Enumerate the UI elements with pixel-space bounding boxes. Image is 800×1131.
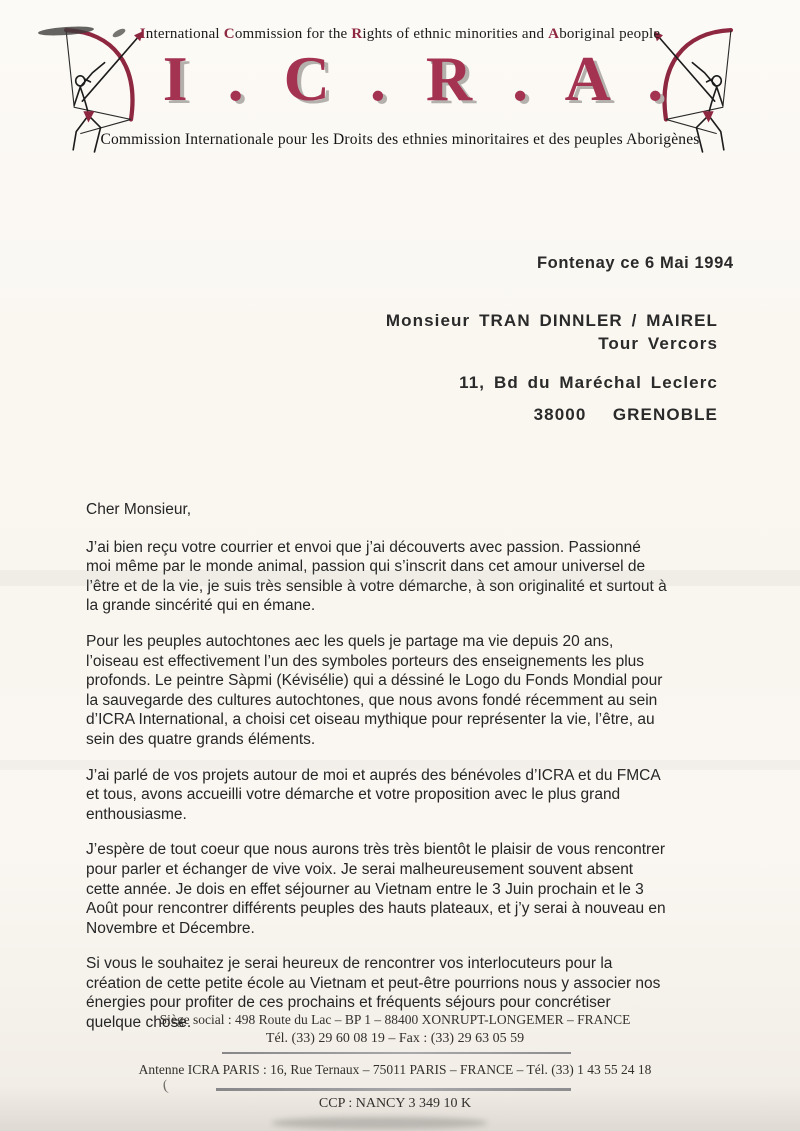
org-name-french: Commission Internationale pour les Droits des ethnies minoritaires et des peuples Aborigènes — [100, 131, 700, 148]
body-line: l’oiseau est effectivement l’un des symboles porteurs des enseignements les plus — [86, 652, 645, 670]
recipient-address — [386, 309, 718, 426]
org-name-text: boriginal people — [559, 26, 661, 42]
scan-band — [0, 570, 800, 586]
paragraphs-container — [86, 538, 766, 1033]
footer-divider — [216, 1088, 571, 1091]
paragraph — [86, 632, 766, 750]
date-line: Fontenay ce 6 Mai 1994 — [537, 254, 734, 272]
footer-paris-office: Antenne ICRA PARIS : 16, Rue Ternaux – 75011 PARIS – FRANCE – Tél. (33) 1 43 55 24 18 — [138, 1062, 652, 1077]
red-initial-cap: A — [548, 26, 560, 42]
org-name-text: nternational — [145, 26, 224, 42]
body-line: sein des quatre grands éléments. — [86, 730, 316, 748]
body-line: enthousiasme. — [86, 805, 187, 823]
body-line: Si vous le souhaitez je serai heureux de rencontrer vos interlocuteurs pour la — [86, 955, 613, 973]
red-initial-cap: I — [139, 26, 146, 42]
body-line: Novembre et Décembre. — [86, 919, 255, 937]
scan-pen-mark: ( — [161, 1077, 170, 1095]
footer-ccp: CCP : NANCY 3 349 10 K — [318, 1096, 472, 1111]
recipient-name: Monsieur TRAN DINNLER / MAIREL — [385, 311, 718, 330]
footer-tel-fax: Tél. (33) 29 60 08 19 – Fax : (33) 29 63 05 59 — [265, 1031, 525, 1046]
recipient-street: 11, Bd du Maréchal Leclerc — [459, 373, 718, 392]
body-line: et tous, avons accueilli votre démarche et votre proposition avec le plus grand — [86, 786, 621, 804]
body-line: Août pour rencontrer différents peuples des hauts plateaux, et j’y serai à nouveau en — [86, 900, 666, 918]
footer-head-office: Siège social : 498 Route du Lac – BP 1 – 88400 XONRUPT-LONGEMER – FRANCE — [159, 1012, 631, 1027]
salutation: Cher Monsieur, — [86, 501, 192, 518]
scan-smear — [272, 1117, 487, 1129]
red-initial-cap: R — [351, 26, 363, 42]
red-initial-cap: C — [223, 26, 235, 42]
body-line: moi même par le monde animal, passion qui s’inscrit dans cet amour universel de — [86, 558, 646, 576]
body-line: J’ai parlé de vos projets autour de moi et auprés des bénévoles d’ICRA et du FMCA — [86, 766, 661, 784]
org-name-text: ights of ethnic minorities and — [362, 26, 549, 42]
footer-divider — [222, 1052, 571, 1054]
recipient-city: 38000 GRENOBLE — [533, 405, 718, 424]
body-line: pour parler et échanger de vive voix. Je serai malheureusement souvent absent — [86, 860, 634, 878]
body-line: la grande sincérité qui en émane. — [86, 597, 316, 615]
body-line: J’espère de tout coeur que nous aurons très très bientôt le plaisir de vous rencontrer — [86, 841, 665, 859]
body-line: Pour les peuples autochtones aec les quels je partage ma vie depuis 20 ans, — [86, 632, 614, 650]
body-line: l’être et de la vie, je suis très sensible à votre démarche, à son originalité et surtout à — [86, 577, 667, 595]
org-name-text: ommission for the — [234, 26, 352, 42]
body-line: quelque chose. — [86, 1014, 192, 1032]
org-acronym: I . C . R . A . — [162, 43, 668, 114]
paragraph — [86, 766, 766, 825]
scan-band — [0, 760, 800, 770]
body-line: énergies pour profiter de ces prochains et fréquents séjours pour concrétiser — [86, 994, 611, 1012]
paragraph — [86, 840, 766, 938]
body-line: J’ai bien reçu votre courrier et envoi que j’ai découverts avec passion. Passionné — [86, 538, 641, 556]
body-line: la sauvegarde des cultures autochtones, que nous avons fondé récemment au sein — [86, 691, 658, 709]
recipient-building: Tour Vercors — [598, 334, 718, 353]
body-line: cette année. Je dois en effet séjourner au Vietnam entre le 3 Juin prochain et le 3 — [86, 880, 644, 898]
body-line: profonds. Le peintre Sàpmi (Kévisélie) qui a déssiné le Logo du Fonds Mondial pour — [86, 672, 663, 690]
body-line: création de cette petite école au Vietnam et peut-être pourrions nous y associer nos — [86, 974, 661, 992]
body-line: d’ICRA International, a choisi cet oiseau mythique pour représenter la vie, l’être, au — [86, 711, 655, 729]
